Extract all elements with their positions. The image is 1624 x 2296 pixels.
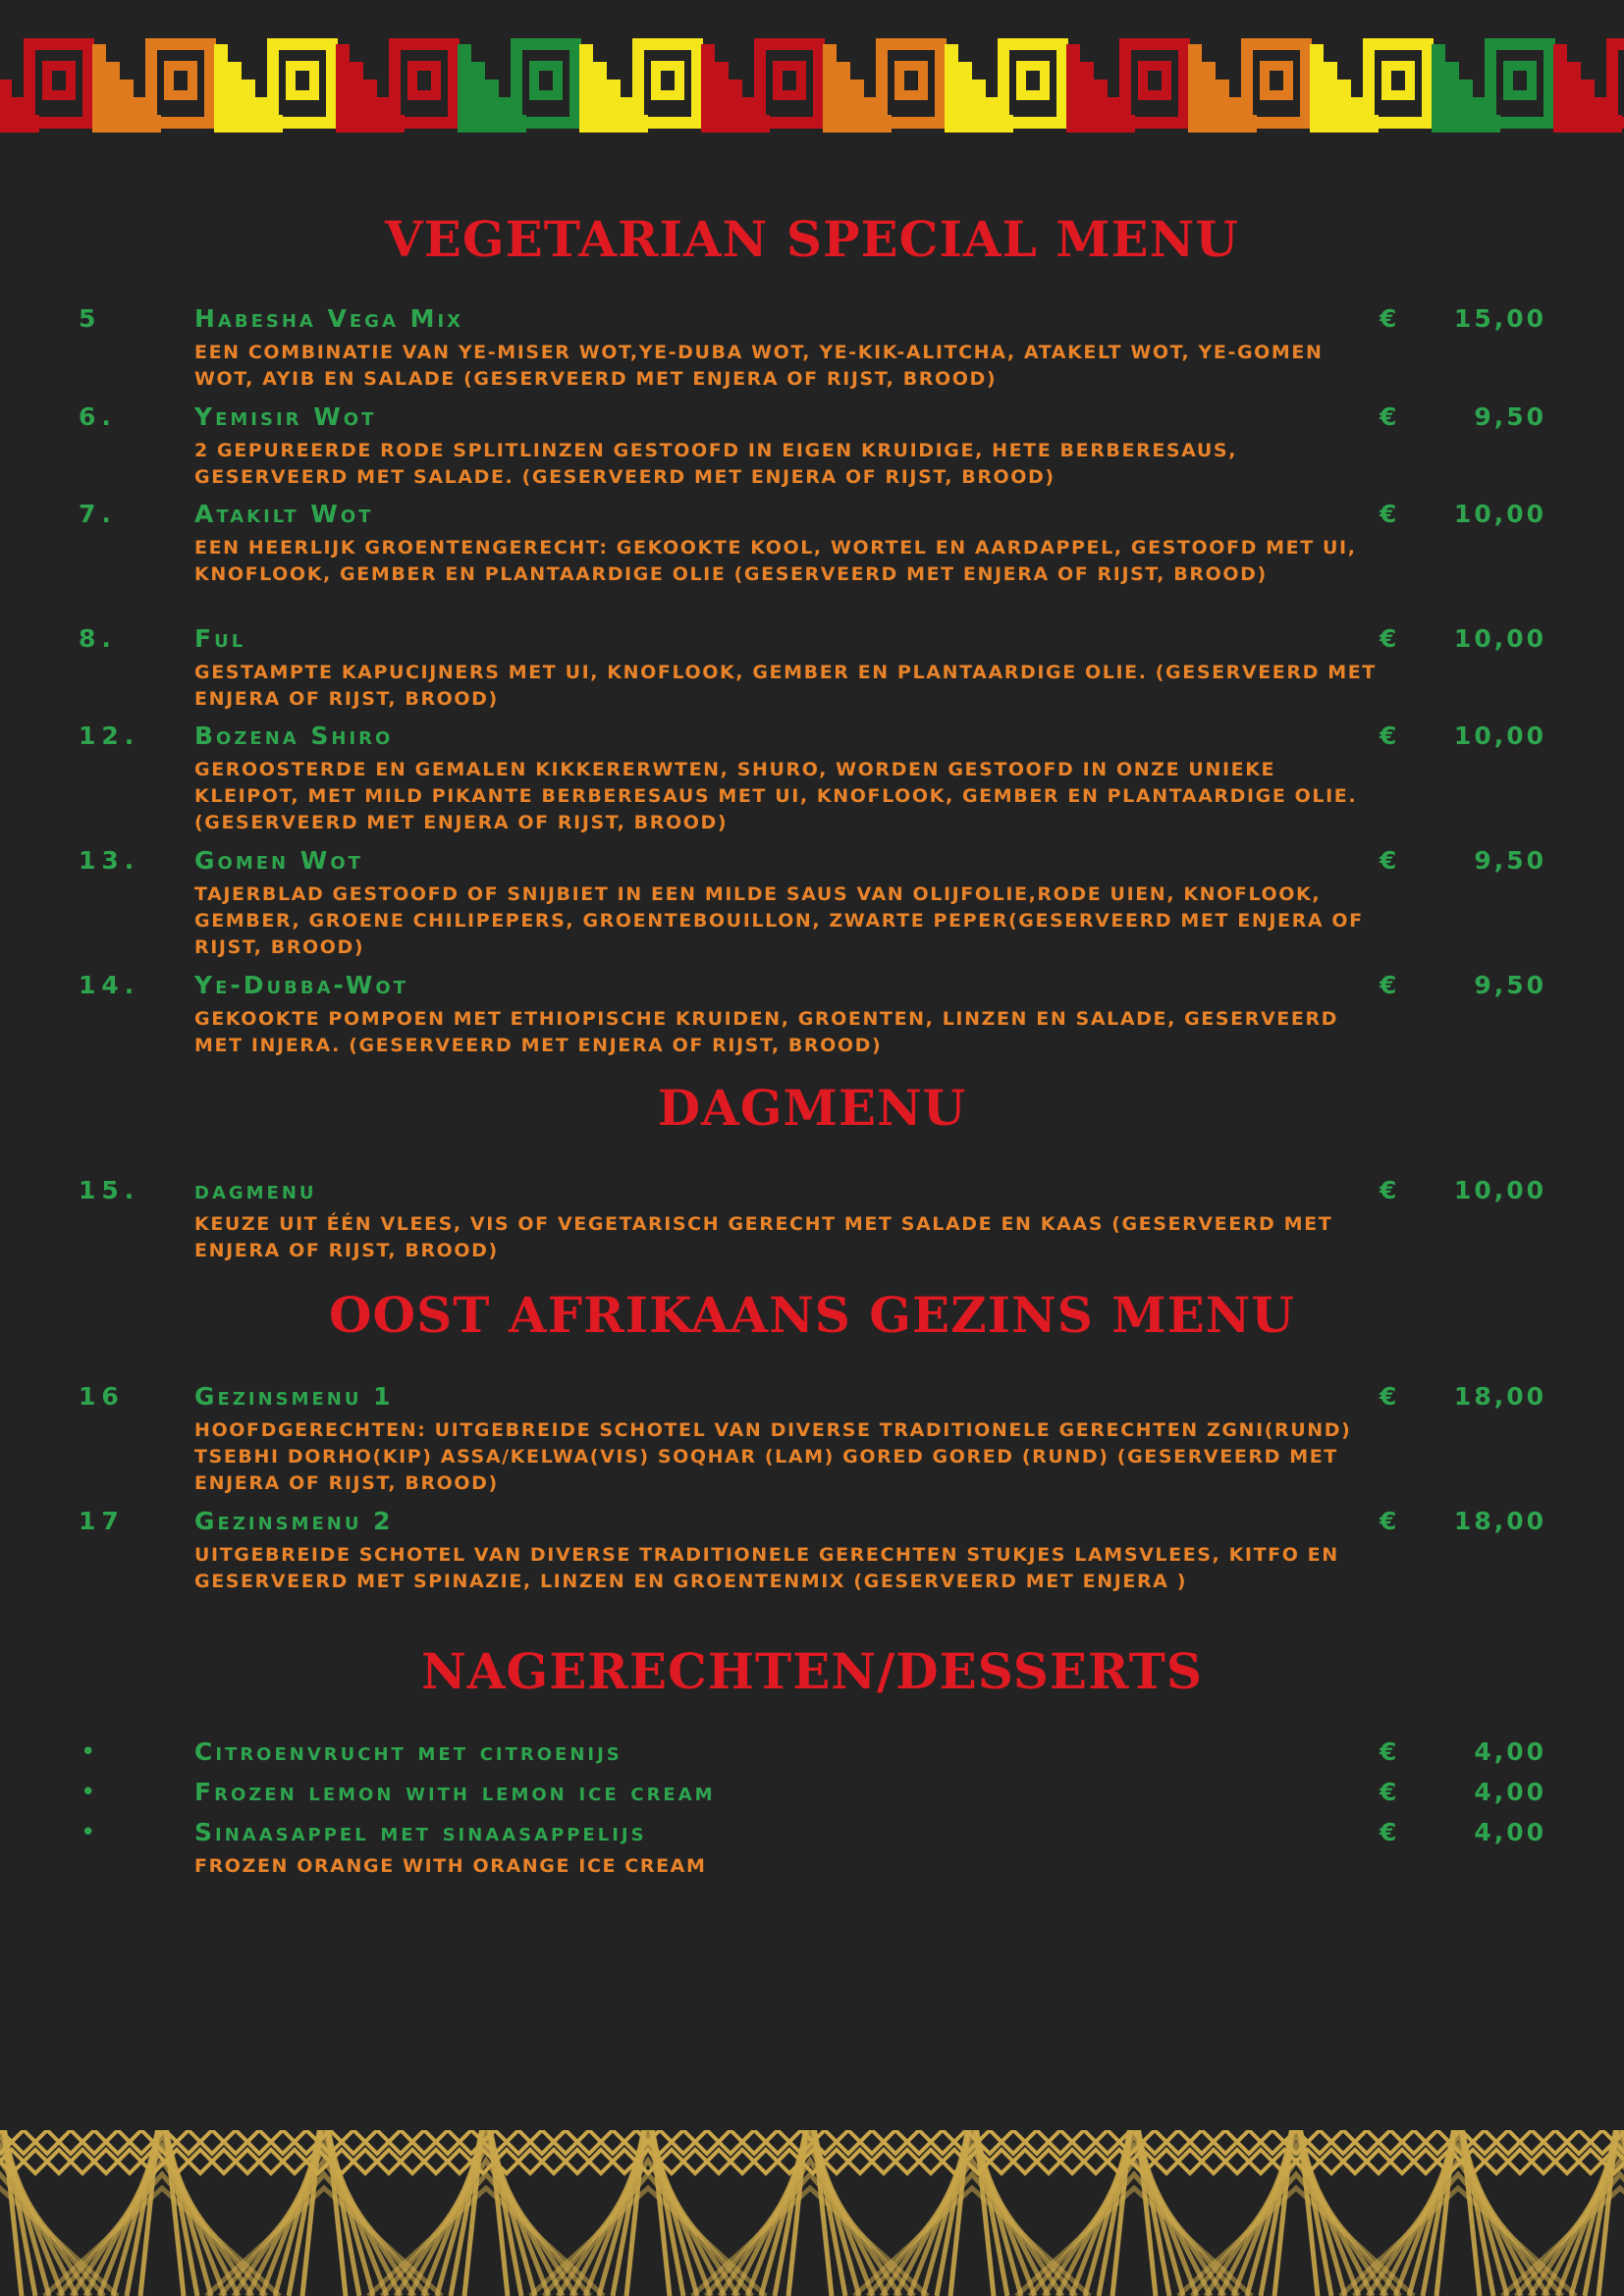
- item-description: 2 GEPUREERDE RODE SPLITLINZEN GESTOOFD IN EIGEN KRUIDIGE, HETE BERBERESAUS, GESERVEERD MET SALADE. (GESERVEERD MET ENJERA OF RIJST, BROOD): [194, 440, 1238, 488]
- bottom-gold-pattern: [0, 2130, 1624, 2296]
- item-number: 12.: [79, 721, 140, 750]
- price-amount: 15,00: [1453, 304, 1546, 333]
- item-number: 16: [79, 1382, 125, 1411]
- price-amount: 10,00: [1453, 721, 1546, 750]
- item-name: Sinaasappel met sinaasappelijs: [194, 1818, 647, 1846]
- price-amount: 4,00: [1474, 1778, 1546, 1806]
- item-name: Yemisir Wot: [194, 402, 377, 431]
- item-description: KEUZE UIT ÉÉN VLEES, VIS OF VEGETARISCH GERECHT MET SALADE EN KAAS (GESERVEERD MET ENJERA OF RIJST, BROOD): [194, 1213, 1333, 1261]
- currency-symbol: €: [1380, 971, 1400, 999]
- item-description: FROZEN ORANGE WITH ORANGE ICE CREAM: [194, 1855, 707, 1877]
- currency-symbol: €: [1380, 1507, 1400, 1535]
- item-description: TAJERBLAD GESTOOFD OF SNIJBIET IN EEN MILDE SAUS VAN OLIJFOLIE,RODE UIEN, KNOFLOOK, GEMBER, GROENE CHILIPEPERS, GROENTEBOUILLON, ZWARTE PEPER(GESERVEERD MET ENJERA OF RIJST, BROOD): [194, 883, 1364, 958]
- price-amount: 9,50: [1474, 846, 1546, 875]
- price-amount: 9,50: [1474, 971, 1546, 999]
- item-description: UITGEBREIDE SCHOTEL VAN DIVERSE TRADITIONELE GERECHTEN STUKJES LAMSVLEES, KITFO EN GESERVEERD MET SPINAZIE, LINZEN EN GROENTENMIX (GESERVEERD MET ENJERA ): [194, 1544, 1339, 1592]
- item-name: Gezinsmenu 1: [194, 1382, 394, 1411]
- item-name: Ye-Dubba-Wot: [194, 971, 408, 999]
- item-name: Ful: [194, 624, 246, 653]
- bullet-icon: •: [81, 1778, 96, 1807]
- bullet-icon: •: [81, 1818, 96, 1847]
- gezins-section-title: OOST AFRIKAANS GEZINS MENU: [329, 1286, 1295, 1344]
- price-amount: 4,00: [1474, 1818, 1546, 1846]
- item-number: 13.: [79, 846, 140, 875]
- item-number: 8.: [79, 624, 117, 653]
- item-number: 17: [79, 1507, 125, 1535]
- item-name: Atakilt Wot: [194, 500, 374, 528]
- item-name: Citroenvrucht met citroenijs: [194, 1737, 623, 1766]
- vegetarian-section-title: VEGETARIAN SPECIAL MENU: [385, 210, 1239, 268]
- currency-symbol: €: [1380, 1382, 1400, 1411]
- currency-symbol: €: [1380, 1176, 1400, 1204]
- item-name: dagmenu: [194, 1176, 317, 1204]
- price-amount: 18,00: [1453, 1382, 1546, 1411]
- price-amount: 10,00: [1453, 500, 1546, 528]
- currency-symbol: €: [1380, 1818, 1400, 1846]
- item-description: GEROOSTERDE EN GEMALEN KIKKERERWTEN, SHURO, WORDEN GESTOOFD IN ONZE UNIEKE KLEIPOT, MET MILD PIKANTE BERBERESAUS MET UI, KNOFLOOK, GEMBER EN PLANTAARDIGE OLIE.(GESERVEERD MET ENJERA OF RIJST, BROOD): [194, 759, 1358, 833]
- item-number: 14.: [79, 971, 140, 999]
- price-amount: 18,00: [1453, 1507, 1546, 1535]
- item-name: Bozena Shiro: [194, 721, 394, 750]
- desserts-section-title: NAGERECHTEN/DESSERTS: [421, 1642, 1203, 1700]
- currency-symbol: €: [1380, 1778, 1400, 1806]
- item-description: GEKOOKTE POMPOEN MET ETHIOPISCHE KRUIDEN, GROENTEN, LINZEN EN SALADE, GESERVEERD MET INJERA. (GESERVEERD MET ENJERA OF RIJST, BROOD): [194, 1008, 1339, 1056]
- currency-symbol: €: [1380, 402, 1400, 431]
- bullet-icon: •: [81, 1737, 96, 1767]
- currency-symbol: €: [1380, 846, 1400, 875]
- item-name: Gomen Wot: [194, 846, 363, 875]
- price-amount: 10,00: [1453, 624, 1546, 653]
- price-amount: 10,00: [1453, 1176, 1546, 1204]
- price-amount: 9,50: [1474, 402, 1546, 431]
- item-name: Habesha Vega Mix: [194, 304, 464, 333]
- currency-symbol: €: [1380, 1737, 1400, 1766]
- item-description: HOOFDGERECHTEN: UITGEBREIDE SCHOTEL VAN DIVERSE TRADITIONELE GERECHTEN ZGNI(RUND) TSEBHI DORHO(KIP) ASSA/KELWA(VIS) SOQHAR (LAM) GORED GORED (RUND) (GESERVEERD MET ENJERA OF RIJST, BROOD): [194, 1419, 1352, 1494]
- item-number: 6.: [79, 402, 117, 431]
- dagmenu-section-title: DAGMENU: [657, 1079, 967, 1137]
- item-name: Gezinsmenu 2: [194, 1507, 394, 1535]
- currency-symbol: €: [1380, 500, 1400, 528]
- item-number: 15.: [79, 1176, 140, 1204]
- item-description: EEN COMBINATIE VAN YE-MISER WOT,YE-DUBA WOT, YE-KIK-ALITCHA, ATAKELT WOT, YE-GOMEN WOT, AYIB EN SALADE (GESERVEERD MET ENJERA OF RIJST, BROOD): [194, 342, 1324, 390]
- item-description: GESTAMPTE KAPUCIJNERS MET UI, KNOFLOOK, GEMBER EN PLANTAARDIGE OLIE. (GESERVEERD MET ENJERA OF RIJST, BROOD): [194, 662, 1377, 710]
- item-description: EEN HEERLIJK GROENTENGERECHT: GEKOOKTE KOOL, WORTEL EN AARDAPPEL, GESTOOFD MET UI, KNOFLOOK, GEMBER EN PLANTAARDIGE OLIE (GESERVEERD MET ENJERA OF RIJST, BROOD): [194, 537, 1357, 585]
- currency-symbol: €: [1380, 304, 1400, 333]
- currency-symbol: €: [1380, 624, 1400, 653]
- price-amount: 4,00: [1474, 1737, 1546, 1766]
- currency-symbol: €: [1380, 721, 1400, 750]
- item-number: 7.: [79, 500, 117, 528]
- item-name: Frozen lemon with lemon ice cream: [194, 1778, 716, 1806]
- item-number: 5: [79, 304, 102, 333]
